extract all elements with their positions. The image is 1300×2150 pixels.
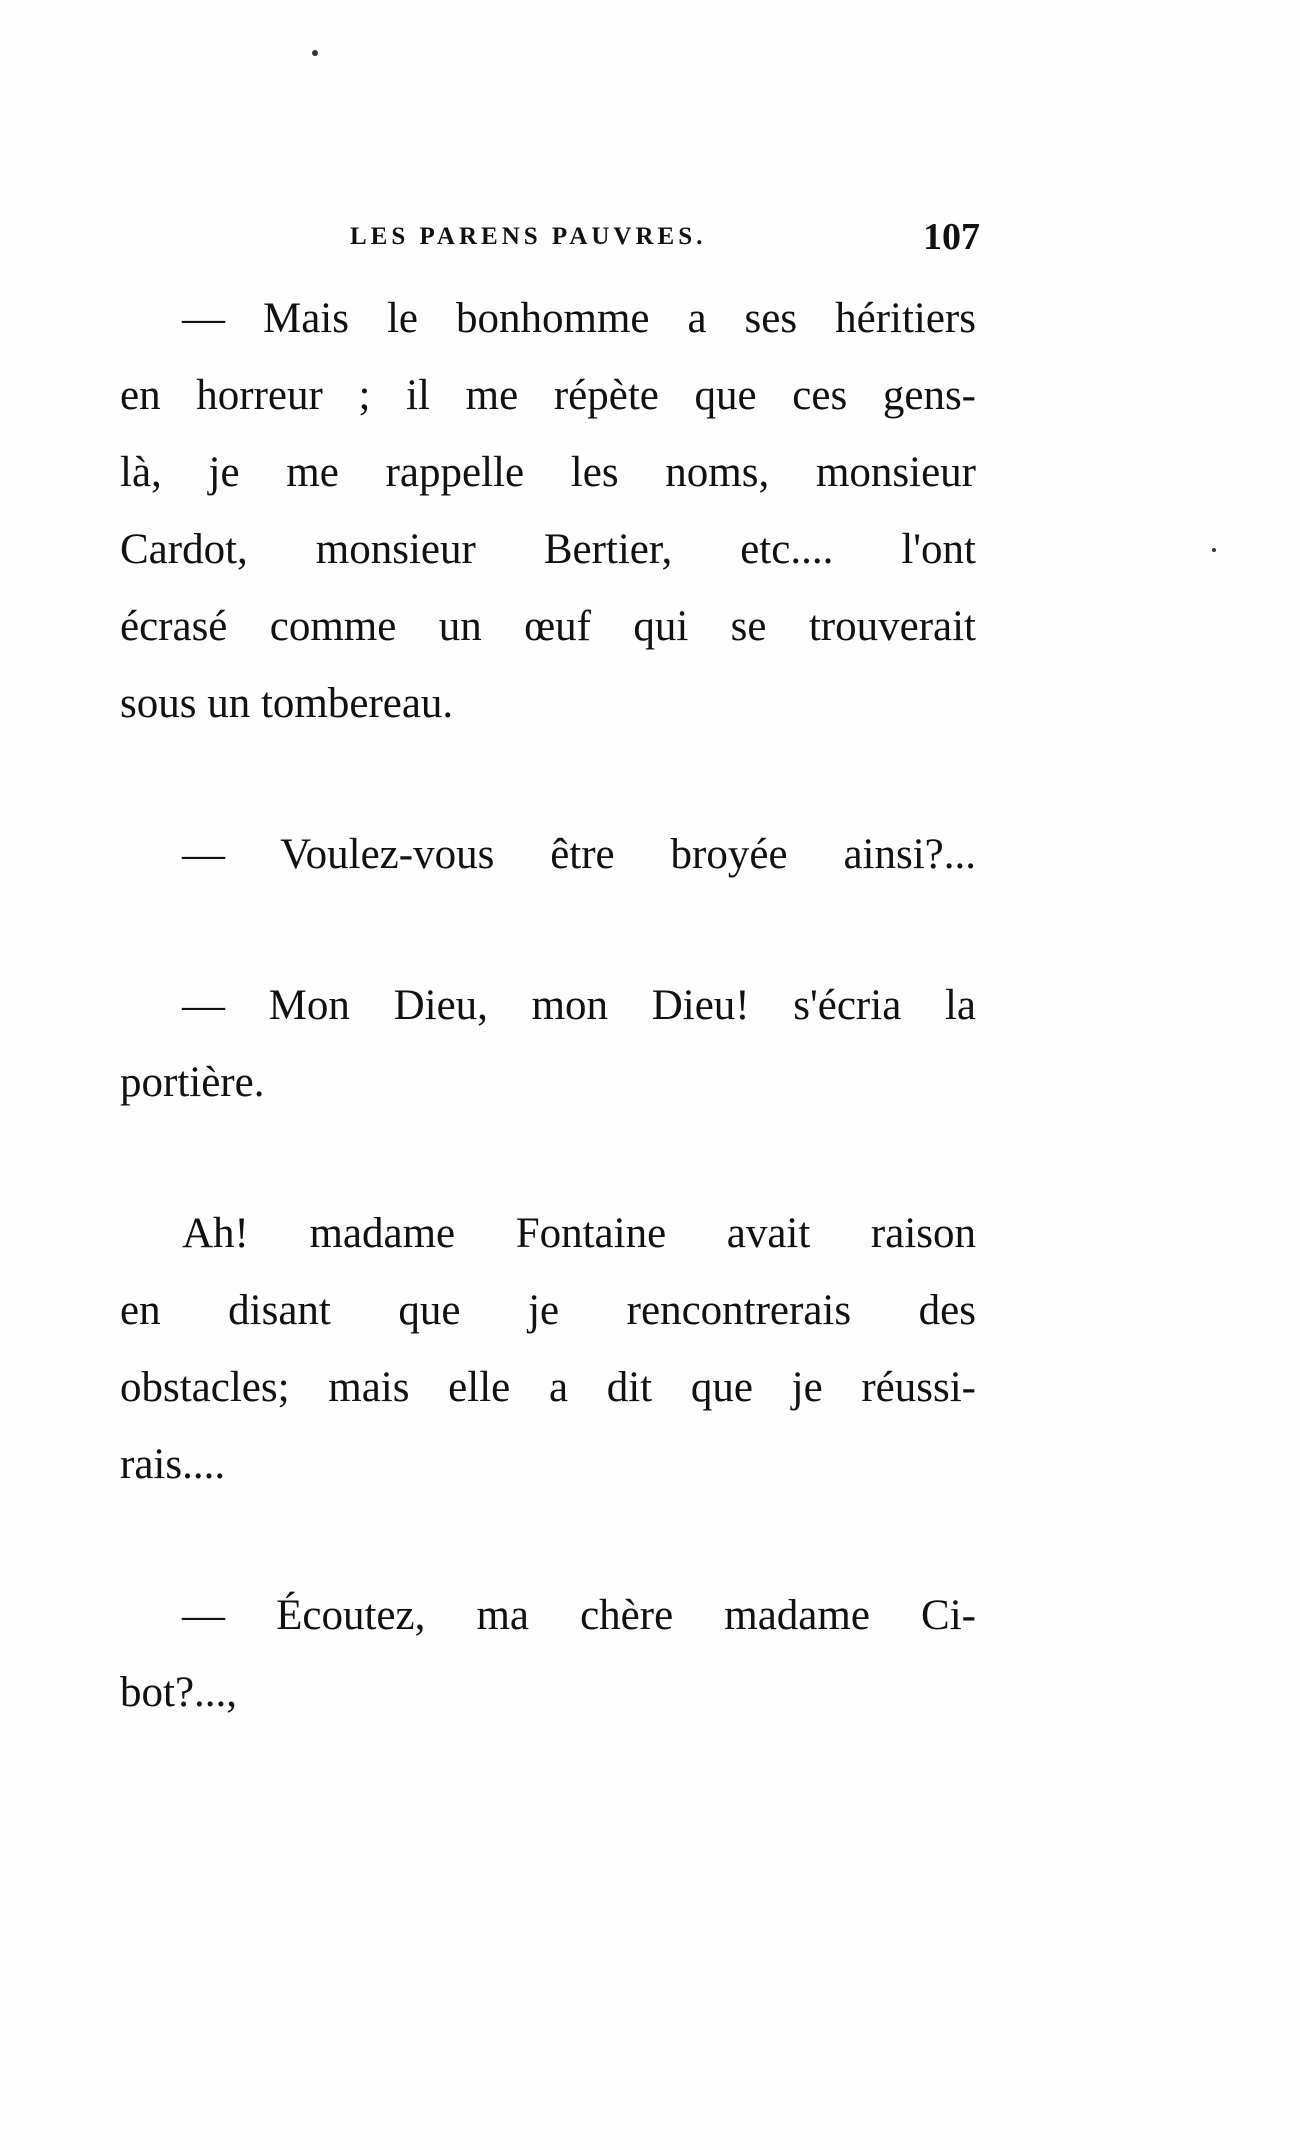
text-line: — Écoutez, ma chère madame Ci- [182, 1592, 976, 1639]
text-line: bot?..., [120, 1669, 238, 1716]
paragraph [120, 1577, 976, 1731]
paragraph [120, 280, 976, 742]
paragraph [120, 1195, 976, 1503]
text-line: — Mon Dieu, mon Dieu! s'écria la [182, 982, 976, 1029]
paragraph [120, 967, 976, 1121]
text-line: en horreur ; il me répète que ces gens- [120, 372, 976, 419]
text-line: en disant que je rencontrerais des [120, 1287, 976, 1334]
text-line: Cardot, monsieur Bertier, etc.... l'ont [120, 526, 976, 573]
text-line: écrasé comme un œuf qui se trouverait [120, 603, 976, 650]
text-line: — Voulez-vous être broyée ainsi?... [182, 831, 976, 878]
text-line: Ah! madame Fontaine avait raison [182, 1210, 976, 1257]
page-header [350, 215, 980, 265]
paragraph [120, 816, 976, 893]
page-number: 107 [923, 216, 980, 258]
text-line: obstacles; mais elle a dit que je réussi- [120, 1364, 976, 1411]
text-line: là, je me rappelle les noms, monsieur [120, 449, 976, 496]
text-line: — Mais le bonhomme a ses héritiers [182, 295, 976, 342]
text-line: sous un tombereau. [120, 680, 454, 727]
body-text [120, 280, 976, 1731]
text-line: portière. [120, 1059, 265, 1106]
running-title: LES PARENS PAUVRES. [350, 223, 707, 250]
text-line: rais.... [120, 1441, 226, 1488]
ink-speck [312, 50, 318, 56]
ink-speck [1212, 548, 1216, 552]
